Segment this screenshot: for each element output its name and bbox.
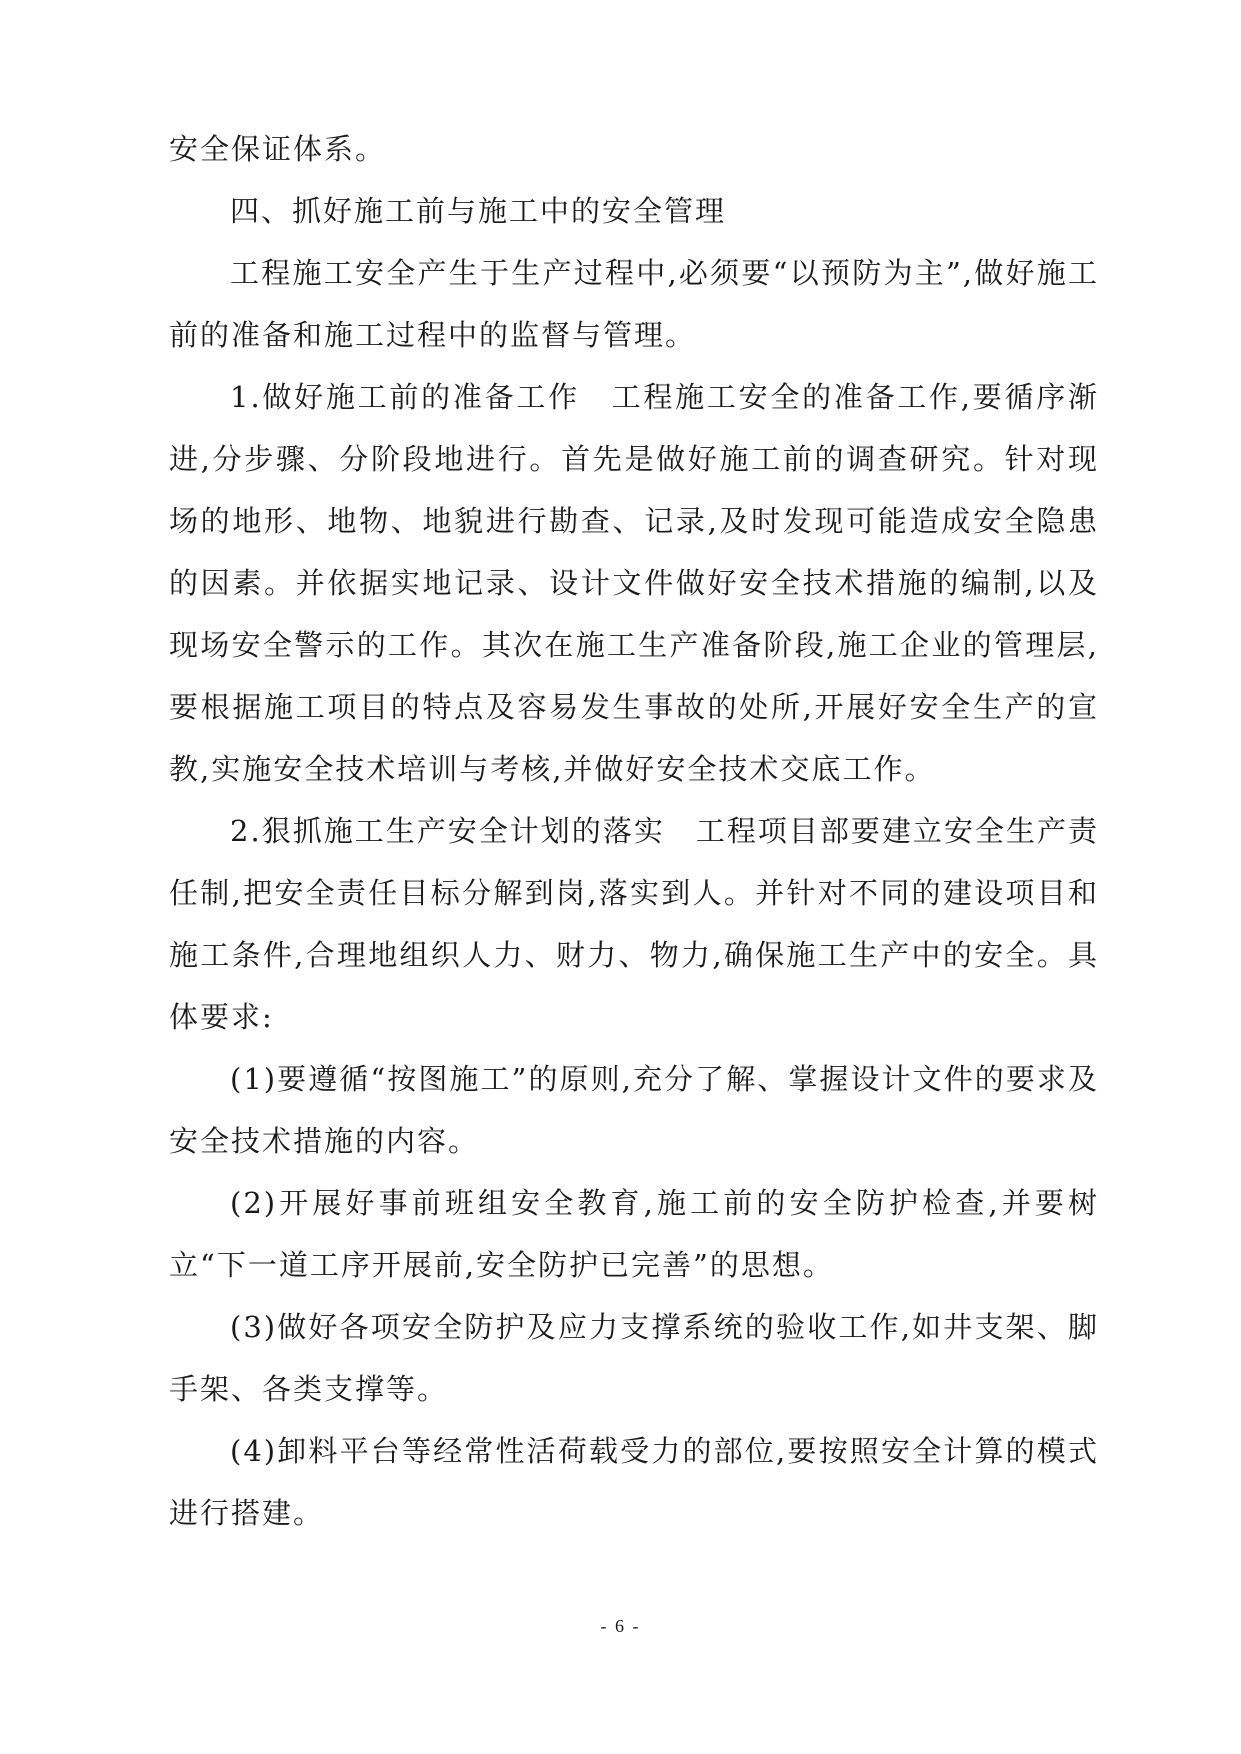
list-item: (1)要遵循“按图施工”的原则,充分了解、掌握设计文件的要求及安全技术措施的内容。 [169, 1062, 1099, 1158]
list-item: (3)做好各项安全防护及应力支撑系统的验收工作,如井支架、脚手架、各类支撑等。 [169, 1310, 1099, 1406]
section-heading: 四、抓好施工前与施工中的安全管理 [230, 194, 727, 228]
paragraph: 工程施工安全产生于生产过程中,必须要“以预防为主”,做好施工前的准备和施工过程中的监督与管理。 [169, 256, 1099, 352]
list-item: (4)卸料平台等经常性活荷载受力的部位,要按照安全计算的模式进行搭建。 [169, 1434, 1099, 1530]
paragraph-item-1: 1.做好施工前的准备工作 工程施工安全的准备工作,要循序渐进,分步骤、分阶段地进行。首先是做好施工前的调查研究。针对现场的地形、地物、地貌进行勘查、记录,及时发现可能造成安全隐患的因素。并依据实地记录、设计文件做好安全技术措施的编制,以及现场安全警示的工作。其次在施工生产准备阶段,施工企业的管理层,要根据施工项目的特点及容易发生事故的处所,开展好安全生产的宣教,实施安全技术培训与考核,并做好安全技术交底工作。 [169, 380, 1099, 786]
paragraph-continuation: 安全保证体系。 [169, 132, 387, 166]
body-text [169, 118, 1099, 1544]
paragraph-item-2: 2.狠抓施工生产安全计划的落实 工程项目部要建立安全生产责任制,把安全责任目标分解到岗,落实到人。并针对不同的建设项目和施工条件,合理地组织人力、财力、物力,确保施工生产中的安全。具体要求: [169, 814, 1099, 1034]
list-item: (2)开展好事前班组安全教育,施工前的安全防护检查,并要树立“下一道工序开展前,安全防护已完善”的思想。 [169, 1186, 1099, 1282]
page-number: - 6 - [600, 1616, 641, 1636]
